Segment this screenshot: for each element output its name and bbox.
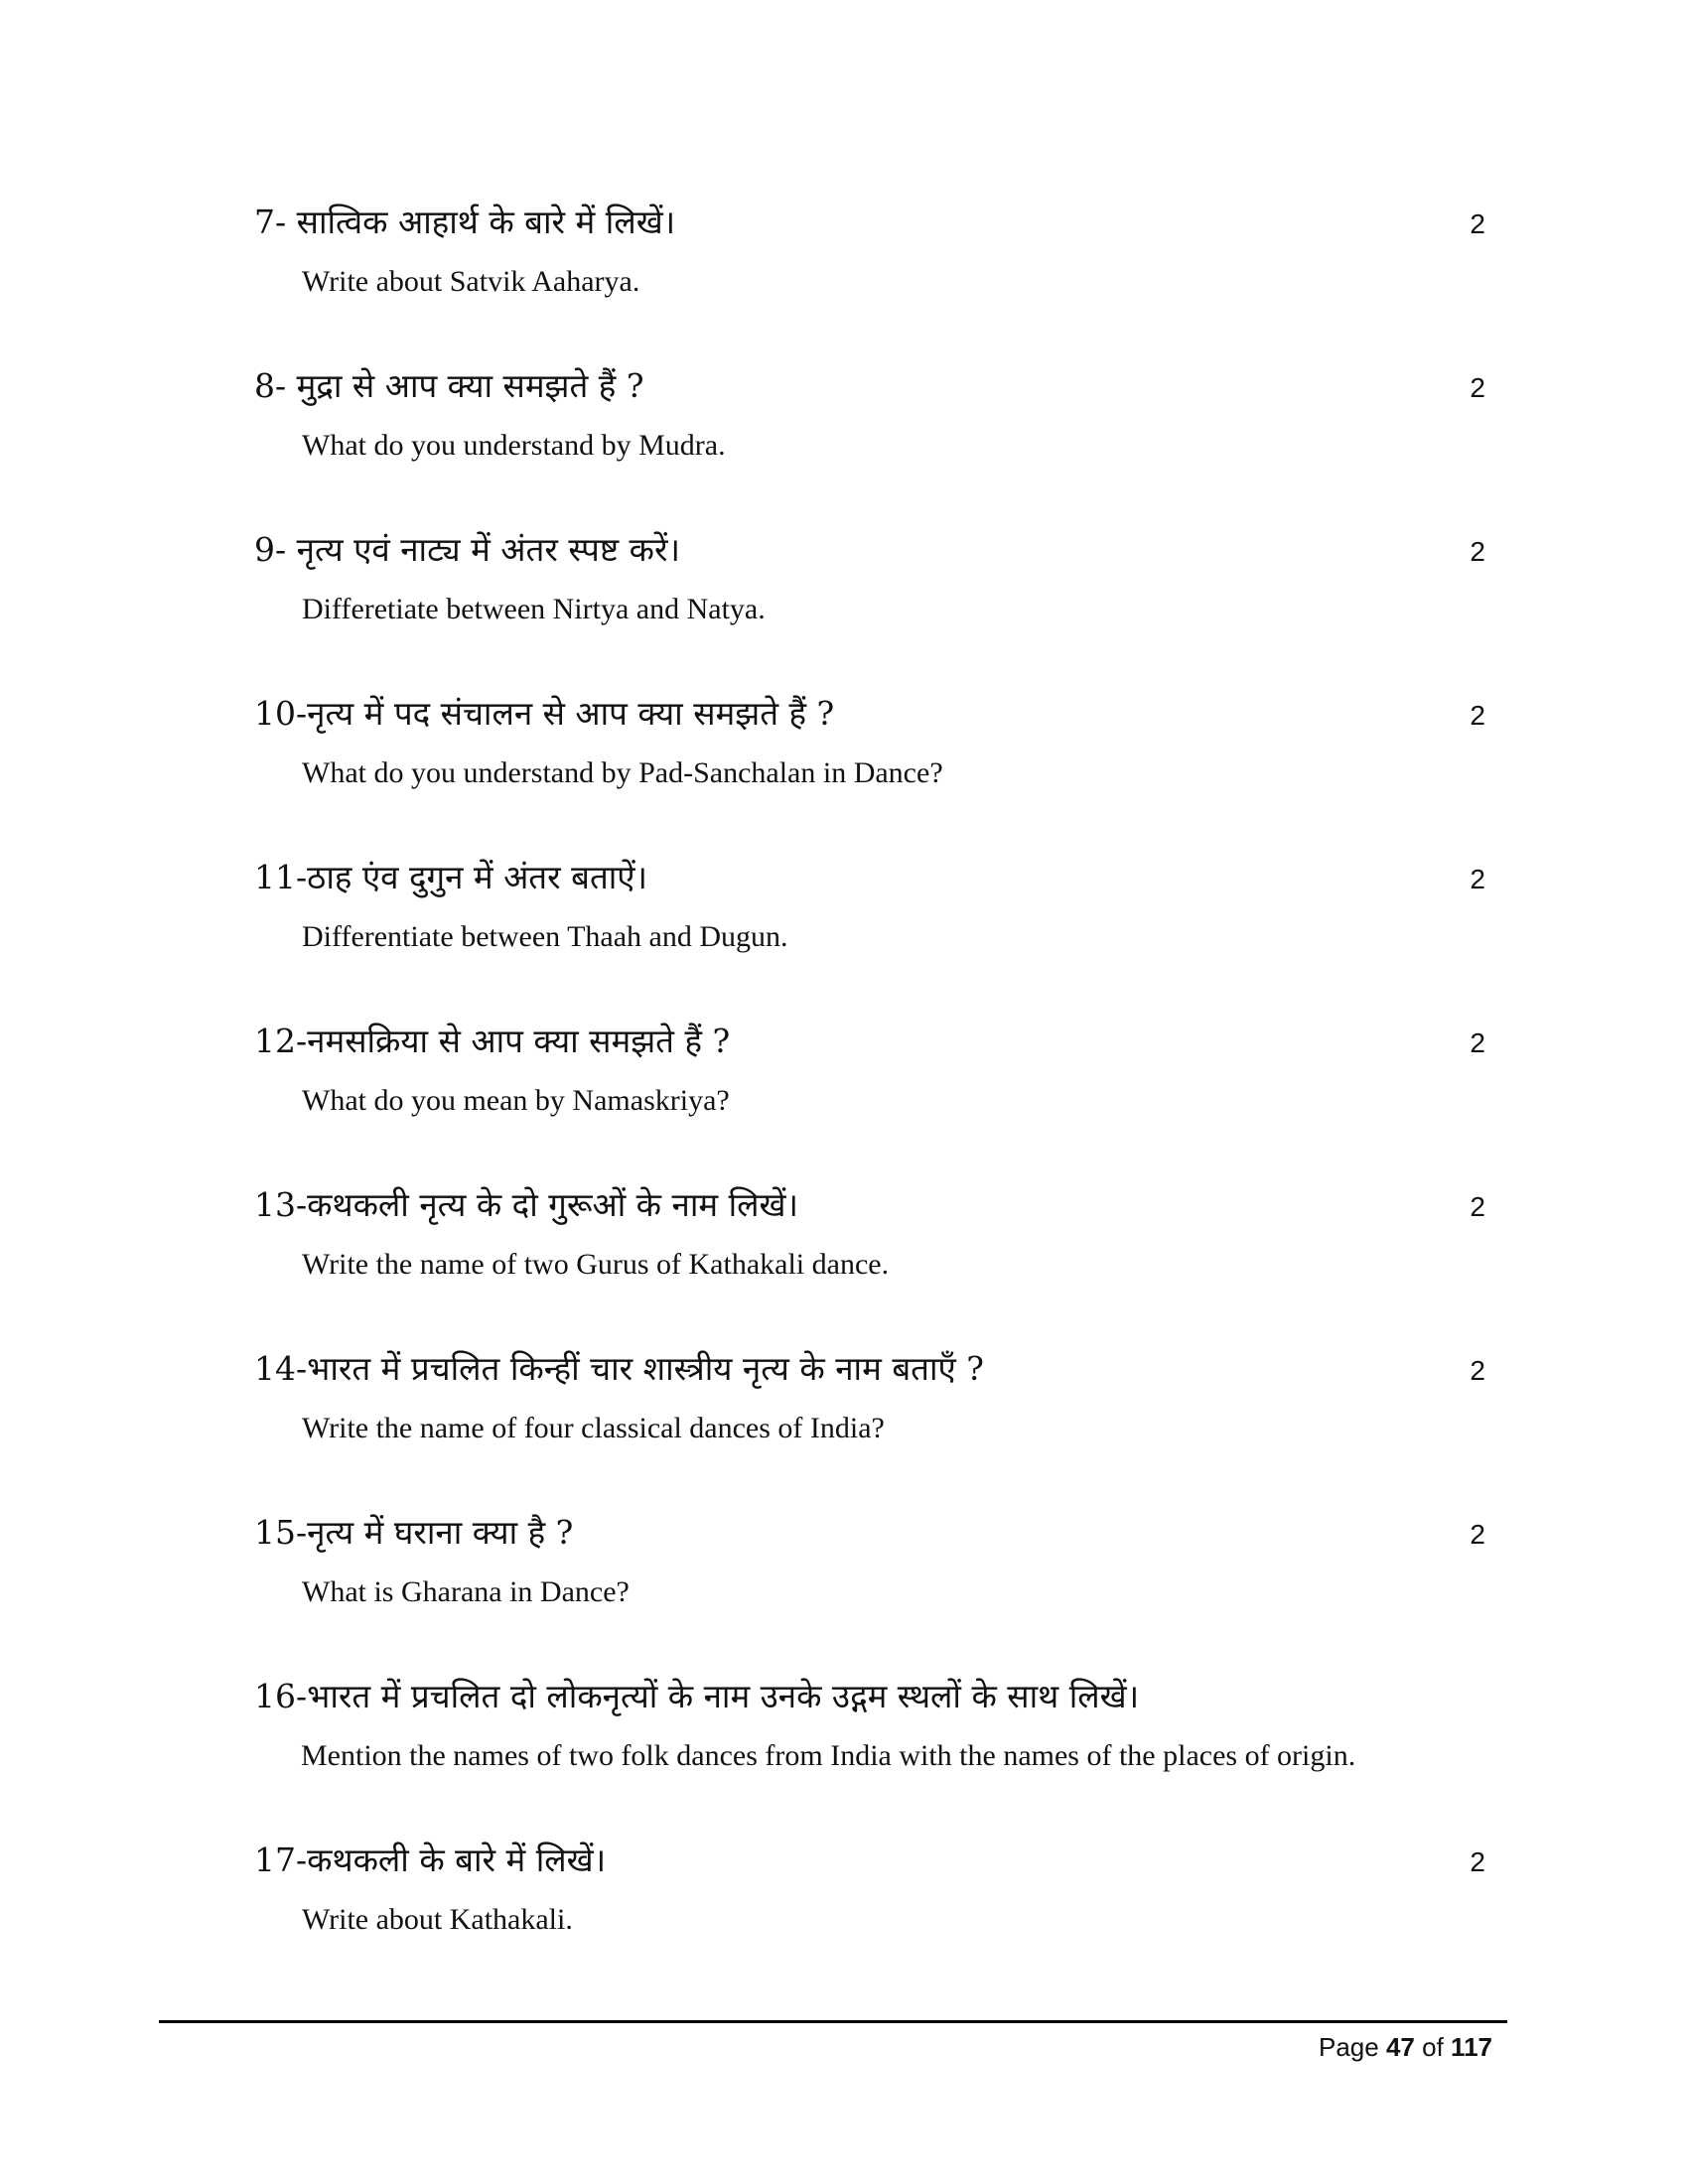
question-marks: 2: [1470, 372, 1485, 403]
question-hindi-text: 10-नृत्य में पद संचालन से आप क्या समझते हैं ?: [254, 694, 835, 733]
question-english-text: What is Gharana in Dance?: [302, 1575, 630, 1608]
question-english-text: What do you understand by Pad-Sanchalan in Dance?: [302, 756, 943, 789]
of-label: of: [1422, 2032, 1444, 2062]
question-marks: 2: [1470, 1027, 1485, 1058]
footer-divider: [159, 2020, 1507, 2023]
current-page-number: 47: [1385, 2032, 1415, 2062]
question-marks: 2: [1470, 864, 1485, 894]
question-marks: 2: [1470, 700, 1485, 731]
question-english-text: Write about Kathakali.: [302, 1903, 573, 1936]
total-pages-number: 117: [1451, 2032, 1492, 2062]
question-english-text: Mention the names of two folk dances from India with the names of the places of origin.: [301, 1739, 1356, 1772]
question-english-text: Differetiate between Nirtya and Natya.: [302, 593, 766, 625]
question-marks: 2: [1470, 536, 1485, 567]
question-hindi-text: 11-ठाह एंव दुगुन में अंतर बताऐं।: [254, 858, 648, 896]
question-english-text: Differentiate between Thaah and Dugun.: [302, 920, 788, 953]
question-english-text: What do you mean by Namaskriya?: [302, 1084, 730, 1117]
question-hindi-text: 12-नमसक्रिया से आप क्या समझते हैं ?: [254, 1022, 731, 1060]
page-label: Page: [1319, 2032, 1379, 2062]
question-hindi-text: 9- नृत्य एवं नाट्य में अंतर स्पष्ट करें।: [254, 530, 681, 569]
question-english-text: Write about Satvik Aaharya.: [302, 265, 640, 298]
question-marks: 2: [1470, 1355, 1485, 1386]
page-number-footer: [1319, 2029, 1492, 2065]
question-hindi-text: 17-कथकली के बारे में लिखें।: [254, 1841, 607, 1879]
question-english-text: Write the name of four classical dances of India?: [302, 1412, 885, 1444]
question-hindi-text: 15-नृत्य में घराना क्या है ?: [254, 1513, 574, 1552]
question-hindi-text: 8- मुद्रा से आप क्या समझते हैं ?: [254, 366, 644, 405]
question-hindi-text: 14-भारत में प्रचलित किन्हीं चार शास्त्रीय नृत्य के नाम बताएँ ?: [254, 1349, 984, 1388]
question-hindi-text: 13-कथकली नृत्य के दो गुरूओं के नाम लिखें।: [254, 1185, 799, 1224]
question-marks: 2: [1470, 1846, 1485, 1877]
question-marks: 2: [1470, 1191, 1485, 1222]
question-marks: 2: [1470, 208, 1485, 239]
question-hindi-text: 16-भारत में प्रचलित दो लोकनृत्यों के नाम उनके उद्गम स्थलों के साथ लिखें।: [254, 1677, 1140, 1715]
question-english-text: What do you understand by Mudra.: [302, 429, 726, 462]
question-english-text: Write the name of two Gurus of Kathakali dance.: [302, 1248, 890, 1281]
question-hindi-text: 7- सात्विक आहार्थ के बारे में लिखें।: [254, 203, 676, 241]
question-marks: 2: [1470, 1519, 1485, 1550]
